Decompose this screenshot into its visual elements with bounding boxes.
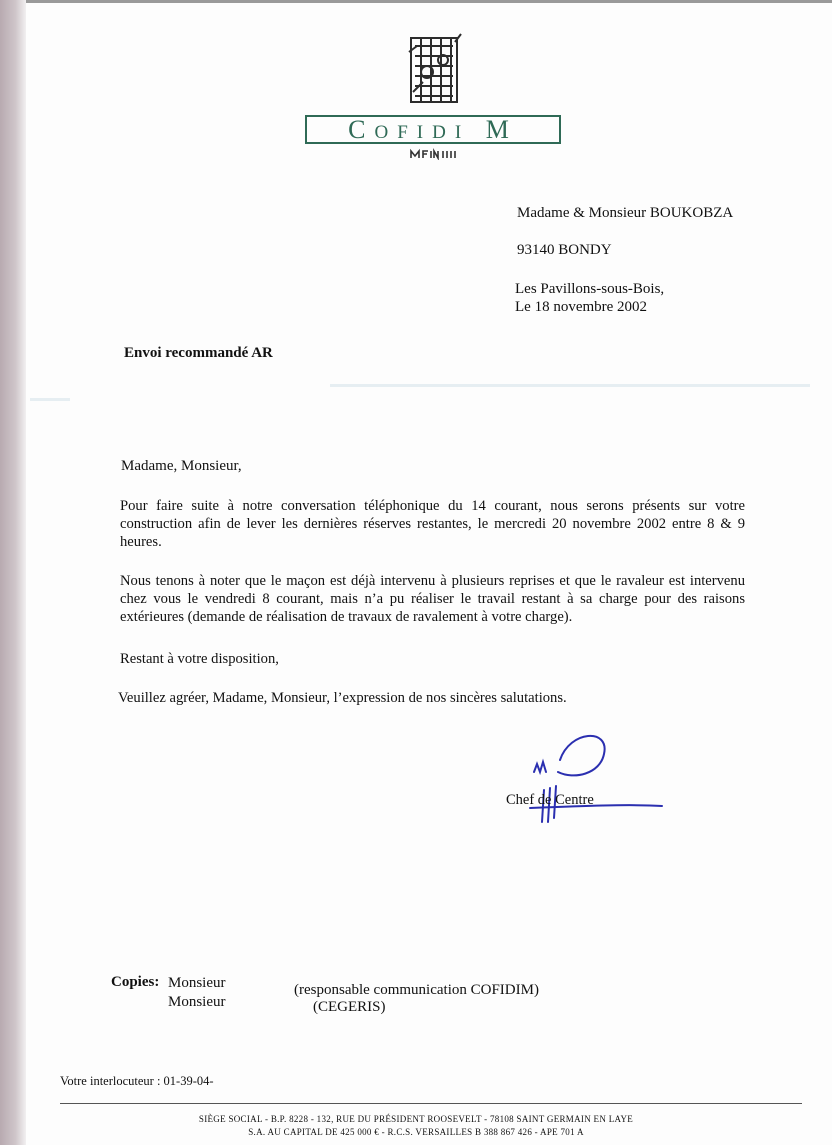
logo-letter-m: M xyxy=(485,115,518,144)
scan-smudge xyxy=(330,384,810,387)
footer-legal: S.A. AU CAPITAL DE 425 000 € - R.C.S. VERSAILLES B 388 867 426 - APE 701 A xyxy=(248,1127,584,1137)
place: Les Pavillons-sous-Bois, xyxy=(515,281,665,297)
logo-letter-i: I xyxy=(454,122,471,143)
closing-formula: Veuillez agréer, Madame, Monsieur, l’expression de nos sincères salutations. xyxy=(118,690,567,706)
body-paragraph-2: Nous tenons à noter que le maçon est déjà intervenu à plusieurs reprises et que le ravaleur est intervenu chez vous le vendredi 8 courant, mais n’a pu réaliser le travail restant à sa charge pour des raisons extérieures (demande de réalisation de travaux de ravalement à votre charge). xyxy=(120,573,745,625)
closing-line: Restant à votre disposition, xyxy=(120,651,279,667)
letter-date: Le 18 novembre 2002 xyxy=(515,299,648,315)
body-paragraph-1: Pour faire suite à notre conversation téléphonique du 14 courant, nous serons présents sur votre construction afin de lever les dernières réserves restantes, le mercredi 20 novembre 2002 entre 8 & 9 heures. xyxy=(120,498,745,550)
contact-line: Votre interlocuteur : 01-39-04- xyxy=(60,1074,214,1088)
footer-headquarters: SIÈGE SOCIAL - B.P. 8228 - 132, RUE DU PRÉSIDENT ROOSEVELT - 78108 SAINT GERMAIN EN LAYE xyxy=(198,1114,634,1124)
scan-edge-shadow xyxy=(0,0,26,1145)
signatory-title: Chef de Centre xyxy=(506,792,594,808)
scan-smudge xyxy=(30,398,70,401)
handwritten-signature-icon xyxy=(500,728,670,828)
copy-recipient: Monsieur xyxy=(168,994,226,1010)
copies-label: Copies: xyxy=(111,974,160,990)
delivery-mode: Envoi recommandé AR xyxy=(124,345,273,361)
copy-role: (CEGERIS) xyxy=(313,999,386,1015)
recipient-city: 93140 BONDY xyxy=(517,242,612,258)
logo-letter-c: C xyxy=(348,115,375,144)
cofidim-emblem-icon xyxy=(405,32,463,106)
cofidim-logo xyxy=(305,115,561,144)
salutation: Madame, Monsieur, xyxy=(121,458,242,474)
copy-recipient: Monsieur xyxy=(168,975,226,991)
logo-letters: OFID xyxy=(374,122,455,143)
recipient-name: Madame & Monsieur BOUKOBZA xyxy=(517,205,734,221)
footer-rule xyxy=(60,1103,802,1104)
logo-subscript-mark-icon xyxy=(409,148,459,160)
scan-top-edge xyxy=(26,0,832,3)
copy-role: (responsable communication COFIDIM) xyxy=(294,982,539,998)
